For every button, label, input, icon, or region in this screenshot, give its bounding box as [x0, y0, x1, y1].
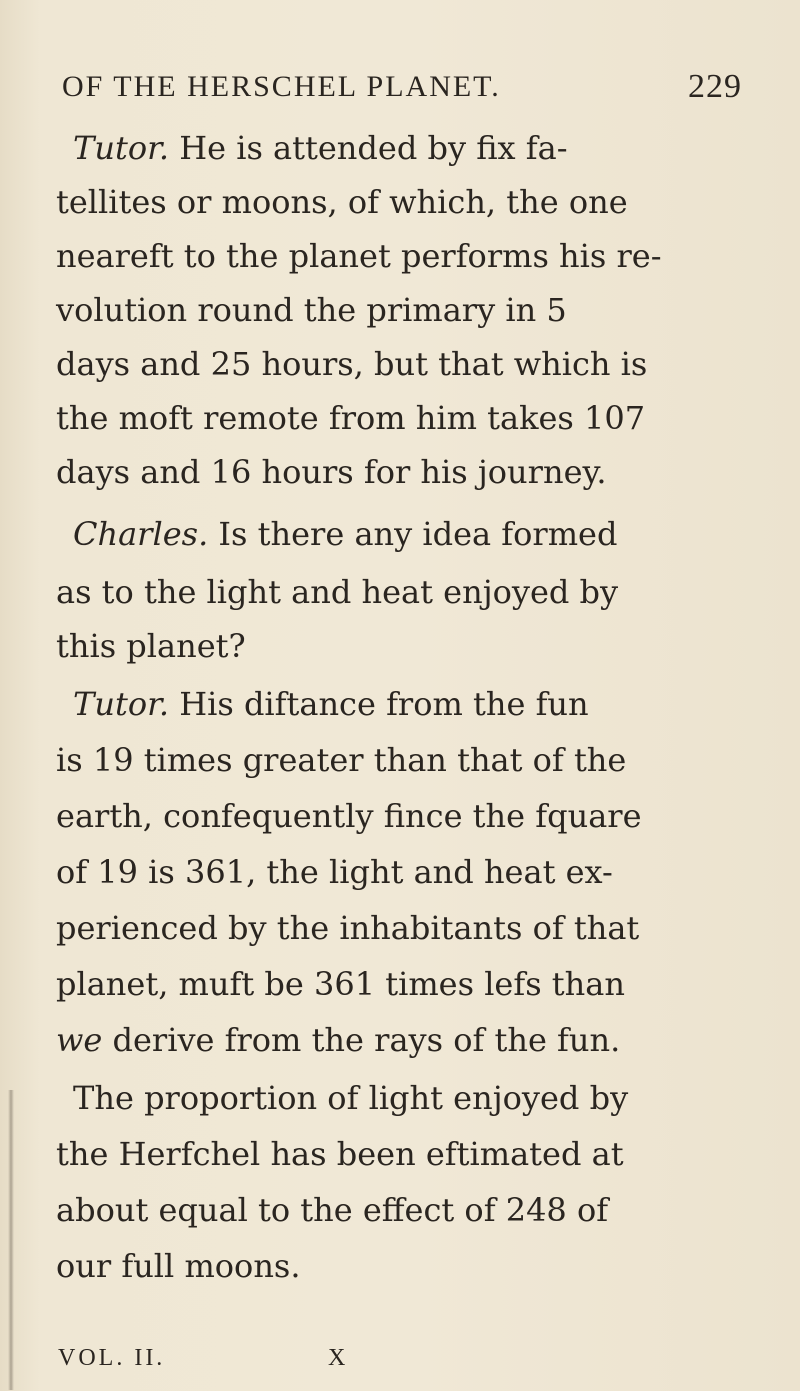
running-title: OF THE HERSCHEL PLANET. — [62, 70, 501, 103]
gutter-shadow — [8, 1090, 14, 1390]
line-text: our full moons. — [56, 1247, 301, 1285]
line-text: the moft remote from him takes 107 — [56, 399, 646, 437]
line-text: about equal to the effect of 248 of — [56, 1191, 609, 1229]
text-line — [56, 790, 642, 842]
line-text: as to the light and heat enjoyed by — [56, 573, 619, 611]
text-line — [73, 1072, 628, 1124]
speaker-name: Tutor. — [73, 685, 170, 723]
line-text: days and 25 hours, but that which is — [56, 345, 648, 383]
text-line — [56, 1240, 301, 1292]
line-text: the Herfchel has been eftimated at — [56, 1135, 624, 1173]
speaker-name: Tutor. — [73, 129, 170, 167]
line-text: Is there any idea formed — [208, 515, 618, 553]
text-line — [56, 1184, 608, 1236]
text-line — [73, 122, 568, 174]
speaker-name: we — [56, 1021, 103, 1059]
text-line — [56, 1128, 624, 1180]
text-line — [56, 446, 607, 498]
line-text: is 19 times greater than that of the — [56, 741, 627, 779]
line-text: of 19 is 361, the light and heat ex- — [56, 853, 613, 891]
text-line — [56, 958, 625, 1010]
page-number: 229 — [688, 68, 742, 105]
speaker-name: Charles. — [73, 515, 209, 553]
text-line — [56, 566, 618, 618]
line-text: The proportion of light enjoyed by — [73, 1079, 629, 1117]
volume-mark: VOL. II. — [58, 1345, 166, 1371]
text-line — [56, 338, 647, 390]
line-text: planet, muft be 361 times lefs than — [56, 965, 625, 1003]
line-text: His diftance from the fun — [169, 685, 589, 723]
line-text: volution round the primary in 5 — [56, 291, 567, 329]
line-text: earth, confequently fince the fquare — [56, 797, 642, 835]
line-text: this planet? — [56, 627, 246, 665]
line-text: days and 16 hours for his journey. — [56, 453, 607, 491]
text-line — [56, 392, 645, 444]
page-header — [62, 62, 742, 112]
page-footer — [58, 1338, 458, 1378]
line-text: He is attended by fix fa- — [169, 129, 568, 167]
text-line — [73, 678, 589, 730]
signature-mark: X — [328, 1345, 349, 1371]
text-line — [56, 734, 626, 786]
text-line — [56, 846, 613, 898]
text-line — [56, 176, 628, 228]
line-text: derive from the rays of the fun. — [102, 1021, 621, 1059]
text-line — [56, 1014, 620, 1066]
text-line — [56, 620, 246, 672]
line-text: tellites or moons, of which, the one — [56, 183, 628, 221]
text-line — [56, 284, 567, 336]
text-line — [73, 508, 617, 560]
line-text: neareft to the planet performs his re- — [56, 237, 662, 275]
line-text: perienced by the inhabitants of that — [56, 909, 640, 947]
text-line — [56, 902, 639, 954]
text-line — [56, 230, 662, 282]
